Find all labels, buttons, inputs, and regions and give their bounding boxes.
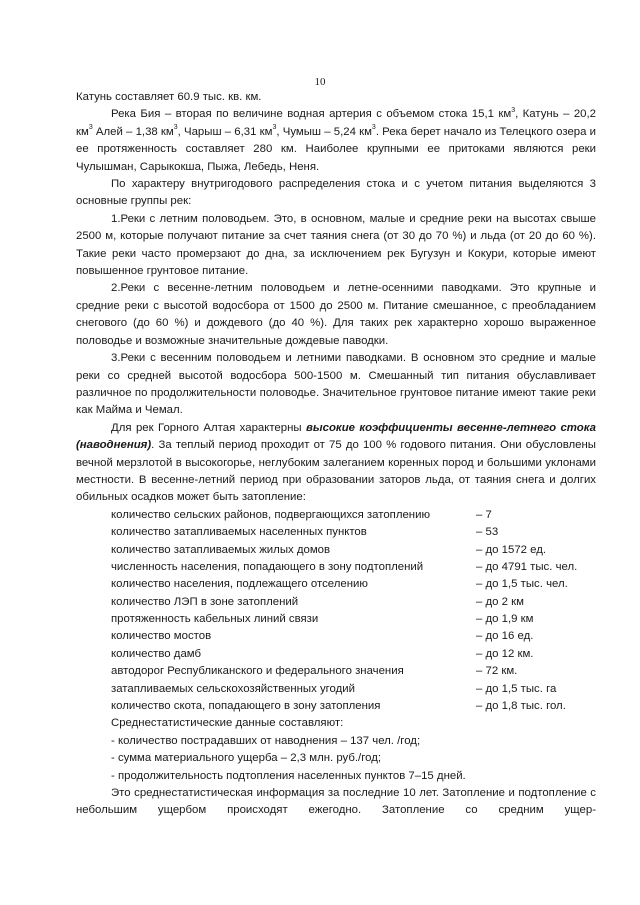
stat-row: количество мостов – до 16 ед.: [111, 630, 534, 643]
stat-row: протяженность кабельных линий связи – до 1,9 км: [111, 613, 534, 626]
paragraph-group-2: 2.Реки с весенне-летним половодьем и летне-осенними паводками. Это крупные и средние реки с высотой водосбора от 1500 до 2500 м. Питание смешанное, с преобладанием снегового (до 60 %) и дождевого (до 40 %). Для таких рек характерно хорошо выраженное половодье и возможные значительные дождевые паводки.: [76, 282, 596, 347]
stat-row: количество населения, подлежащего отселению – до 1,5 тыс. чел.: [111, 578, 568, 591]
average-item: - сумма материального ущерба – 2,3 млн. руб./год;: [111, 752, 382, 765]
paragraph-biya-river: Река Бия – вторая по величине водная артерия с объемом стока 15,1 $км^3$, Катунь – 20,2 $км^3$ Алей – 1,38 $км^3$, Чарыш – 6,31 $км^3$, Чумыш – 5,24 $км^3$. Река берет начало из Телецкого озера и ее протяженность составляет 280 км. Наиболее крупными ее притоками являются реки Чулышман, Сарыкокша, Пыжа, Лебедь, Неня.: [76, 106, 597, 173]
average-item: - продолжительность подтопления населенных пунктов 7–15 дней.: [111, 769, 466, 782]
paragraph-flood-coefficients: Для рек Горного Алтая характерны высокие коэффициенты весенне-летнего стока (наводнения). За теплый период проходит от 75 до 100 % годового питания. Они обусловлены вечной мерзлотой в высокогорье, неглубоким залеганием коренных пород и большими уклонами местности. В весенне-летний период при образовании заторов льда, от таяния снега и долгих обильных осадков может быть затопление:: [76, 421, 596, 504]
stat-row: численность населения, попадающего в зону подтоплений – до 4791 тыс. чел.: [111, 560, 578, 573]
stat-row: количество сельских районов, подвергающихся затоплению – 7: [111, 508, 492, 521]
page-number: 10: [314, 76, 326, 88]
body-text: [76, 89, 596, 820]
stat-row: количество дамб – до 12 км.: [111, 647, 534, 660]
paragraph-closing: Это среднестатистическая информация за последние 10 лет. Затопление и подтопление с небольшим ущербом происходят ежегодно. Затопление со средним ущер-: [76, 787, 596, 817]
average-item: - количество пострадавших от наводнения – 137 чел. /год;: [111, 734, 421, 747]
stat-row: автодорог Республиканского и федерального значения – 72 км.: [111, 665, 518, 678]
paragraph-group-1: 1.Реки с летним половодьем. Это, в основном, малые и средние реки на высотах свыше 2500 м, которые получают питание за счет таяния снега (от 30 до 70 %) и льда (от 20 до 60 %). Такие реки часто промерзают до дна, за исключением рек Бугузун и Кокури, которые имеют повышенное грунтовое питание.: [76, 212, 596, 278]
stat-row: затапливаемых сельскохозяйственных угодий – до 1,5 тыс. га: [111, 682, 557, 695]
flood-stats-list: [76, 507, 596, 716]
stat-row: количество ЛЭП в зоне затоплений – до 2 км: [111, 595, 524, 608]
emphasis-text: высокие коэффициенты весенне-летнего стока (наводнения): [76, 421, 596, 452]
stat-row: количество скота, попадающего в зону затопления – до 1,8 тыс. гол.: [111, 700, 566, 713]
paragraph-area-katun: Катунь составляет 60.9 тыс. кв. км.: [76, 91, 262, 103]
paragraph-group-3: 3.Реки с весенним половодьем и летними паводками. В основном это средние и малые реки со средней высотой водосбора 500-1500 м. Смешанный тип питания обуславливает различное по продолжительности половодье. Значительное грунтовое питание имеют такие реки как Майма и Чемал.: [76, 352, 596, 417]
averages-heading: Среднестатистические данные составляют:: [111, 717, 344, 730]
stat-row: количество затапливаемых населенных пунктов – 53: [111, 526, 499, 539]
paragraph-river-groups: По характеру внутригодового распределения стока и с учетом питания выделяются 3 основные группы рек:: [76, 178, 596, 208]
stat-row: количество затапливаемых жилых домов – до 1572 ед.: [111, 543, 547, 556]
